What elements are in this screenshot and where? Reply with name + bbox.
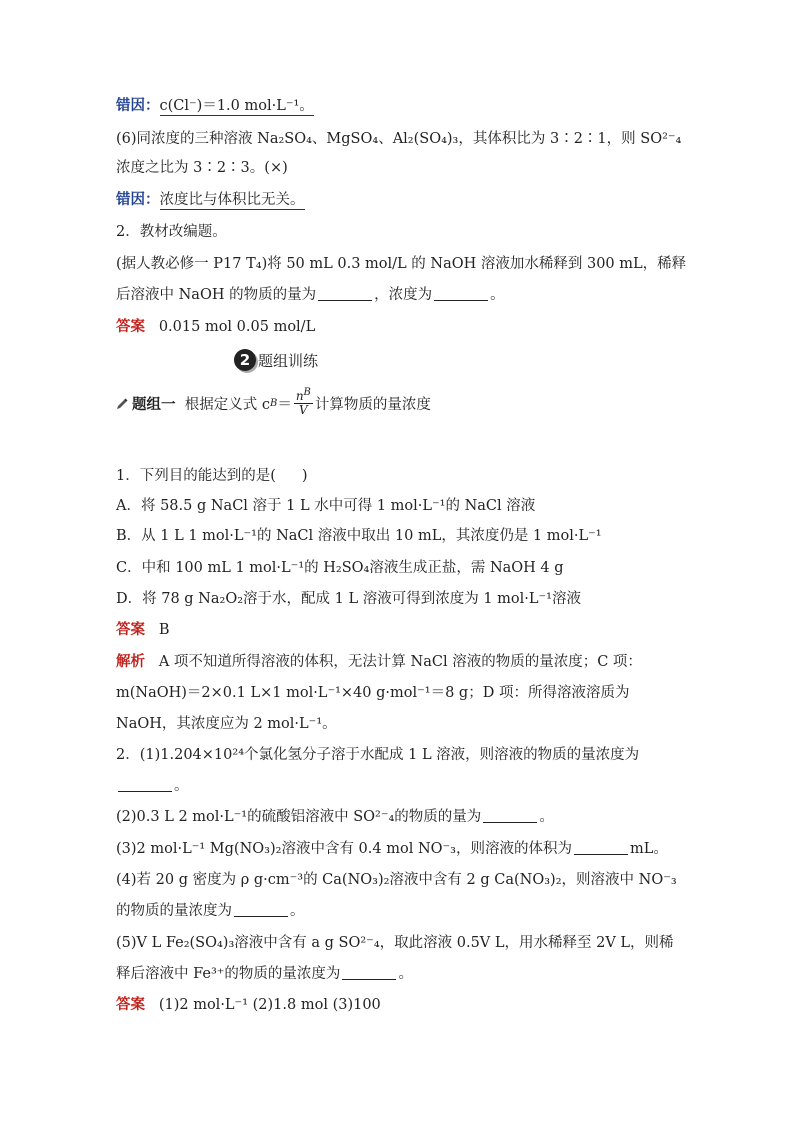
- answer-label: 答案: [116, 318, 145, 335]
- q1-option-c: C．中和 100 mL 1 mol·L⁻¹的 H₂SO₄溶液生成正盐，需 NaOH 4 g: [116, 560, 564, 576]
- q2-part-4-line-1: (4)若 20 g 密度为 ρ g·cm⁻³的 Ca(NO₃)₂溶液中含有 2 g Ca(NO₃)₂，则溶液中 NO⁻₃: [116, 872, 677, 888]
- group-title-a: 根据定义式 c: [184, 397, 270, 413]
- equals: ＝: [277, 397, 292, 413]
- error-cause-label: 错因：: [116, 191, 160, 208]
- fraction: [294, 387, 313, 417]
- q2-part-5-line-1: (5)V L Fe₂(SO₄)₃溶液中含有 a g SO²⁻₄，取此溶液 0.5V L，用水稀释至 2V L，则稀: [116, 935, 674, 951]
- error-cause-line-1: [116, 96, 314, 116]
- answer-label: 答案: [116, 621, 145, 638]
- question-2-title: 2．教材改编题。: [116, 224, 227, 240]
- q2-part-3: (3)2 mol·L⁻¹ Mg(NO₃)₂溶液中含有 0.4 mol NO⁻₃，则溶液的体积为 mL。: [116, 841, 668, 857]
- q2-part-1-line-2: 。: [116, 776, 189, 796]
- answer-label: 答案: [116, 996, 145, 1013]
- fraction-denominator: V: [299, 403, 308, 417]
- textbook-question-line-1: (据人教必修一 P17 T₄)将 50 mL 0.3 mol/L 的 NaOH 溶液加水稀释到 300 mL，稀释: [116, 256, 687, 272]
- statement-6-line-2: 浓度之比为 3∶2∶3。(×): [116, 160, 288, 176]
- q2-part-1-line-1: 2．(1)1.204×10²⁴个氯化氢分子溶于水配成 1 L 溶液，则溶液的物质的量浓度为: [116, 747, 640, 763]
- q2-part-5-line-2: 释后溶液中 Fe³⁺的物质的量浓度为 。: [116, 966, 413, 982]
- q1-explanation-line-2: m(NaOH)＝2×0.1 L×1 mol·L⁻¹×40 g·mol⁻¹＝8 g；D 项：所得溶液溶质为: [116, 685, 630, 701]
- answer-blank[interactable]: [234, 902, 288, 917]
- q2-answer: [116, 995, 381, 1015]
- textbook-question-line-2: [116, 285, 505, 305]
- q2-part-2: (2)0.3 L 2 mol·L⁻¹的硫酸铝溶液中 SO²⁻₄的物质的量为 。: [116, 809, 554, 825]
- answer-blank[interactable]: [574, 840, 628, 855]
- answer-blank[interactable]: [318, 286, 372, 301]
- section-heading-text: 题组训练: [258, 351, 319, 370]
- section-heading: [234, 349, 318, 371]
- text: ，浓度为: [374, 287, 433, 303]
- fraction-numerator: $n^B$: [295, 387, 311, 403]
- answer-blank[interactable]: [483, 808, 537, 823]
- q1-option-b: B．从 1 L 1 mol·L⁻¹的 NaCl 溶液中取出 10 mL，其浓度仍是 1 mol·L⁻¹: [116, 528, 602, 544]
- number-circle-icon: 2: [234, 349, 256, 371]
- error-cause-text: c(Cl⁻)＝1.0 mol·L⁻¹。: [159, 98, 314, 114]
- q1-option-d: D．将 78 g Na₂O₂溶于水，配成 1 L 溶液可得到浓度为 1 mol·L⁻¹溶液: [116, 591, 581, 607]
- explanation-label: 解析: [116, 653, 145, 670]
- answer-text: B: [158, 622, 170, 638]
- statement-6-line-1: (6)同浓度的三种溶液 Na₂SO₄、MgSO₄、Al₂(SO₄)₃，其体积比为 3∶2∶1，则 SO²⁻₄: [116, 131, 682, 147]
- q1-stem: 1．下列目的能达到的是( ): [116, 468, 308, 484]
- pencil-icon: [116, 398, 128, 410]
- q2-part-4-line-2: 的物质的量浓度为 。: [116, 903, 305, 919]
- error-cause-label: 错因：: [116, 97, 160, 114]
- error-cause-text: 浓度比与体积比无关。: [159, 192, 305, 208]
- error-cause-line-2: [116, 190, 305, 210]
- q1-explanation-line-1: 解析 A 项不知道所得溶液的体积，无法计算 NaCl 溶液的物质的量浓度；C 项：: [116, 653, 642, 670]
- text: 。: [490, 287, 505, 303]
- answer-blank[interactable]: [118, 777, 172, 792]
- group-title-b: 计算物质的量浓度: [314, 397, 431, 413]
- answer-blank[interactable]: [434, 286, 488, 301]
- answer-line: [116, 317, 315, 337]
- text: 后溶液中 NaOH 的物质的量为: [116, 287, 317, 303]
- group-heading: 题组一 根据定义式 c B ＝ $\frac{n^B}{V}$ 计算物质的量浓度: [116, 390, 431, 417]
- group-label: 题组一: [132, 396, 176, 413]
- q1-explanation-line-3: NaOH，其浓度应为 2 mol·L⁻¹。: [116, 716, 337, 732]
- answer-text: 0.015 mol 0.05 mol/L: [158, 319, 316, 335]
- q1-answer: [116, 620, 169, 640]
- q1-option-a: A．将 58.5 g NaCl 溶于 1 L 水中可得 1 mol·L⁻¹的 NaCl 溶液: [116, 498, 536, 514]
- answer-blank[interactable]: [342, 965, 396, 980]
- answer-text: (1)2 mol·L⁻¹ (2)1.8 mol (3)100: [158, 997, 381, 1013]
